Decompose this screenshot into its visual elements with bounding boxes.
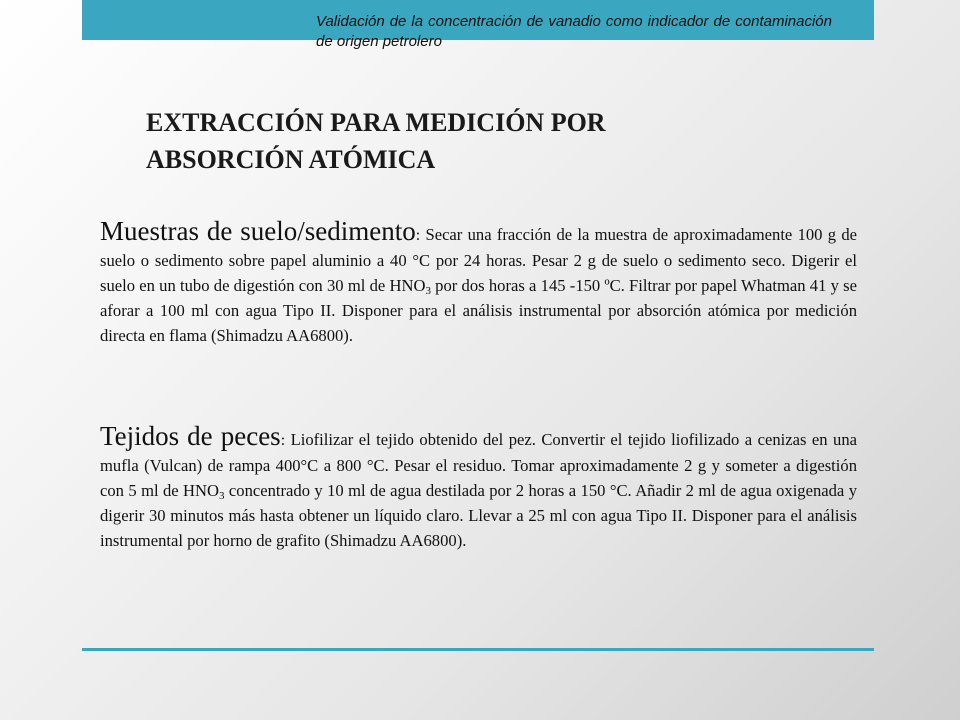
hno3-subscript: 3 [219,490,225,502]
heading-colon: : [415,227,421,244]
fish-tissue-paragraph [100,421,857,553]
hno3-subscript: 3 [425,285,431,297]
heading-colon: : [280,432,286,449]
slide-title [146,104,846,178]
footer-divider [82,648,874,651]
slide-title-line-1: EXTRACCIÓN PARA MEDICIÓN POR [146,108,606,137]
fish-tissue-text-part-1: Liofilizar el tejido obtenido del pez. Convertir el tejido liofilizado a cenizas en una mufla (Vulcan) de rampa 400°C a 800 °C. Pesar el residuo. Tomar aproximadamente 2 g y someter a digestión con 5 ml de HNO [100,430,857,500]
soil-sediment-text-part-1: Secar una fracción de la muestra de aproximadamente 100 g de suelo o sedimento sobre papel aluminio a 40 °C por 24 horas. Pesar 2 g de suelo o sedimento seco. Digerir el suelo en un tubo de digestión con 30 ml de HNO [100,225,857,295]
header-subtitle: Validación de la concentración de vanadio como indicador de contaminación de origen petrolero [316,13,832,50]
soil-sediment-paragraph [100,216,857,348]
soil-sediment-text-part-2: por dos horas a 145 -150 ºC. Filtrar por papel Whatman 41 y se aforar a 100 ml con agua Tipo II. Disponer para el análisis instrumental por absorción atómica por medición directa en flama (Shimadzu AA6800). [100,276,857,345]
fish-tissue-text-part-2: concentrado y 10 ml de agua destilada por 2 horas a 150 °C. Añadir 2 ml de agua oxigenada y digerir 30 minutos más hasta obtener un líquido claro. Llevar a 25 ml con agua Tipo II. Disponer para el análisis instrumental por horno de grafito (Shimadzu AA6800). [100,481,857,550]
fish-tissue-heading: Tejidos de peces [100,421,281,451]
slide-title-line-2: ABSORCIÓN ATÓMICA [146,145,436,174]
soil-sediment-heading: Muestras de suelo/sedimento [100,216,416,246]
